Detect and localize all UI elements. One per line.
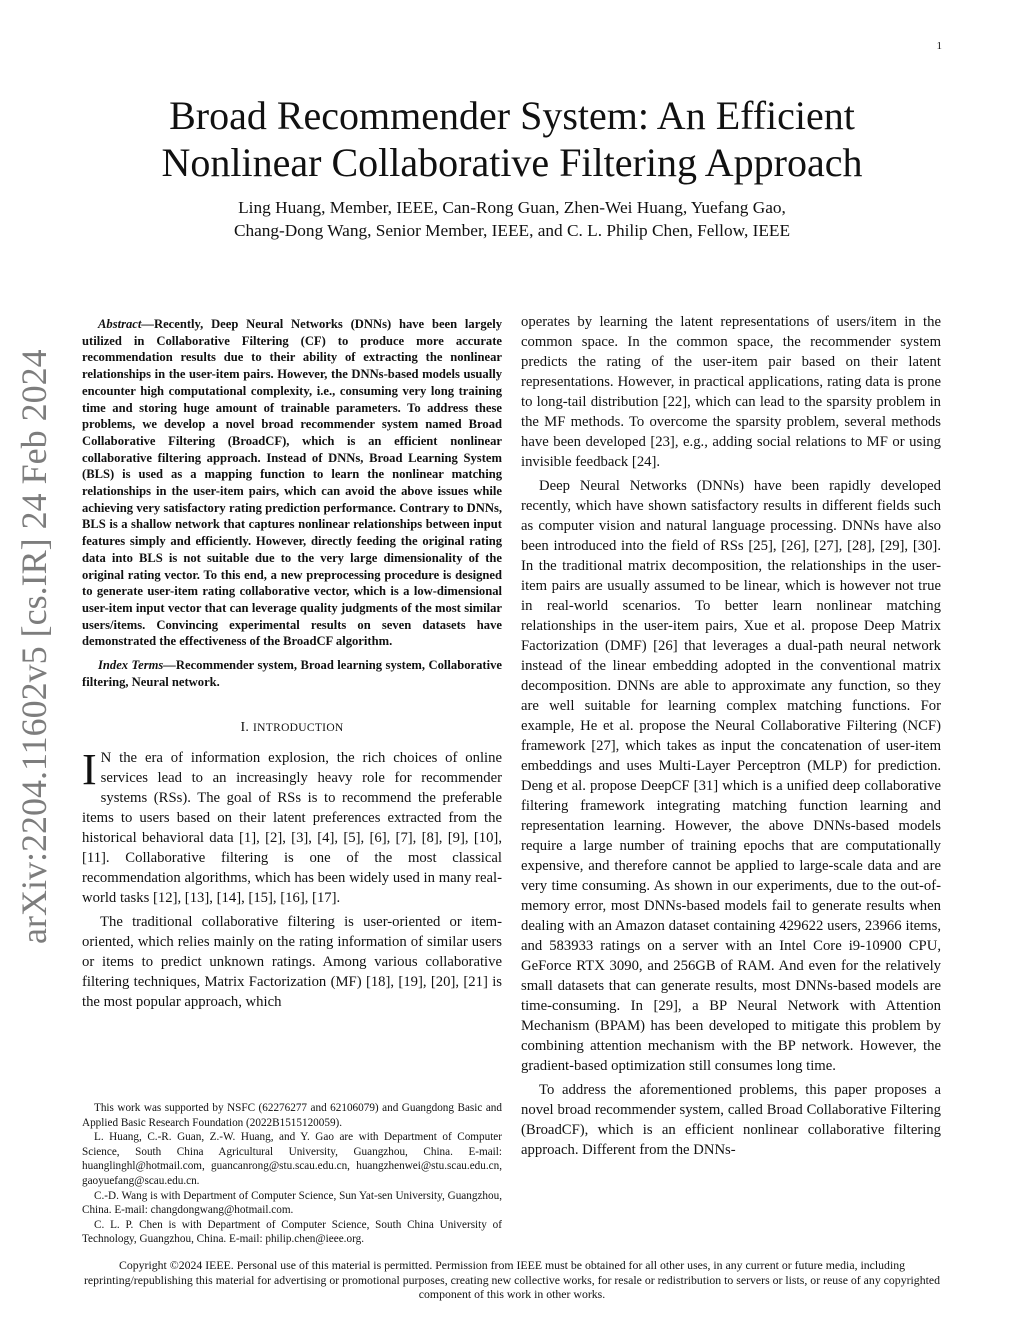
paper-title	[80, 92, 944, 186]
title-line-2: Nonlinear Collaborative Filtering Approach	[161, 140, 863, 185]
right-paragraph-3: To address the aforementioned problems, this paper proposes a novel broad recommender system, called Broad Collaborative Filtering (BroadCF), which is an efficient nonlinear collaborative filtering approach. Different from the DNNs-	[521, 1082, 941, 1158]
abstract-text: Recently, Deep Neural Networks (DNNs) have been largely utilized in Collaborative Filtering (CF) to produce more accurate recommendation results due to their ability of extracting the nonlinear relationships in the user-item pairs. However, the DNNs-based models usually encounter high computational complexity, i.e., consuming very long training time and storing huge amount of trainable parameters. To address these problems, we develop a novel broad recommender system named Broad Collaborative Filtering (BroadCF), which is an efficient nonlinear collaborative filtering approach. Instead of DNNs, Broad Learning System (BLS) is used as a mapping function to learn the nonlinear matching relationships in the user-item pairs, which can avoid the above issues while achieving very satisfactory rating prediction performance. Contrary to DNNs, BLS is a shallow network that captures nonlinear relationships between input features simply and efficiently. However, directly feeding the original rating data into BLS is not suitable due to the very large dimensionality of the original rating vector. To this end, a new preprocessing procedure is designed to generate user-item rating collaborative vector, which is a low-dimensional user-item input vector that can leverage quality judgments of the most similar users/items. Convincing experimental results on seven datasets have demonstrated the effectiveness of the BroadCF algorithm.	[82, 317, 502, 649]
section-number: I.	[240, 720, 250, 736]
right-column	[521, 312, 941, 1164]
authors-line-1: Ling Huang, Member, IEEE, Can-Rong Guan, Zhen-Wei Huang, Yuefang Gao,	[238, 198, 786, 217]
intro-paragraph-1	[82, 745, 502, 908]
left-column	[82, 312, 502, 1016]
author-list	[80, 196, 944, 242]
right-paragraph-2: Deep Neural Networks (DNNs) have been rapidly developed recently, which have shown satisfactory results in different fields such as computer vision and natural language processing. DNNs have also been introduced into the field of RSs [25], [26], [27], [28], [29], [30]. In the traditional matrix decomposition, the relationships in the user-item pairs are usually assumed to be linear, which is however not true in real-world scenarios. To better learn nonlinear matching relationships in the user-item pairs, Xue et al. propose Deep Matrix Factorization (DMF) [26] that leverages a dual-path neural network instead of the linear embedding adopted in the conventional matrix decomposition. DNNs are able to approximate any function, so they are well suitable for learning complex matching functions. For example, He et al. propose the Neural Collaborative Filtering (NCF) framework [27], which takes as input the concatenation of user-item embeddings and uses Multi-Layer Perceptron (MLP) for prediction. Deng et al. propose DeepCF [31] which is a unified deep collaborative filtering framework integrating matching function learning and representation learning. However, the above DNNs-based models require a large number of training epochs that are computationally expensive, and therefore cannot be applied to large-scale data and are very time consuming. As shown in our experiments, due to the out-of-memory error, most DNNs-based models fail to generate results when dealing with an Amazon dataset containing 429622 users, 23966 items, and 583933 ratings on a server with an Intel Core i9-10900 CPU, GeForce RTX 3090, and 256GB of RAM. And even for the relatively small datasets that can generate results, most DNNs-based models are time-consuming. In [29], a BP Neural Network with Attention Mechanism (BPAM) has been developed to mitigate this problem by combining attention mechanism with the BP network. However, the gradient-based optimization still consumes long time.	[521, 478, 941, 1074]
footnotes	[82, 1101, 502, 1247]
footnote-affiliation-1: L. Huang, C.-R. Guan, Z.-W. Huang, and Y. Gao are with Department of Computer Science, South China Agricultural University, Guangzhou, China. E-mail: huanglinghl@hotmail.com, guancanrong@stu.scau.edu.cn, huangzhenwei@stu.scau.edu.cn, gaoyuefang@scau.edu.cn.	[82, 1131, 502, 1187]
abstract	[82, 316, 502, 650]
page-number: 1	[936, 40, 942, 52]
index-terms	[82, 657, 502, 690]
section-title: INTRODUCTION	[253, 722, 344, 735]
abstract-label: Abstract—	[98, 317, 154, 331]
footnote-affiliation-3: C. L. P. Chen is with Department of Computer Science, South China University of Technology, Guangzhou, China. E-mail: philip.chen@ieee.org.	[82, 1218, 502, 1246]
index-terms-label: Index Terms—	[98, 658, 176, 673]
footnote-funding: This work was supported by NSFC (62276277 and 62106079) and Guangdong Basic and Applied Basic Research Foundation (2022B1515120059).	[82, 1102, 502, 1129]
authors-line-2: Chang-Dong Wang, Senior Member, IEEE, and C. L. Philip Chen, Fellow, IEEE	[233, 221, 791, 240]
title-line-1: Broad Recommender System: An Efficient	[169, 93, 855, 138]
index-terms-text: Recommender system, Broad learning system, Collaborative filtering, Neural network.	[82, 658, 502, 689]
intro-paragraph-1-text: N the era of information explosion, the rich choices of online services lead to an increasingly heavy role for recommender systems (RSs). The goal of RSs is to recommend the preferable items to users based on their latent preferences extracted from the historical behavioral data [1], [2], [3], [4], [5], [6], [7], [8], [9], [10], [11]. Collaborative filtering is one of the most classical recommendation algorithms, which has been widely used in many real-world tasks [12], [13], [14], [15], [16], [17].	[82, 750, 502, 907]
intro-paragraph-2: The traditional collaborative filtering is user-oriented or item-oriented, which relies mainly on the rating information of similar users or items to predict unknown ratings. Among various collaborative filtering techniques, Matrix Factorization (MF) [18], [19], [20], [21] is the most popular approach, which	[82, 914, 502, 1011]
copyright-notice: Copyright ©2024 IEEE. Personal use of this material is permitted. Permission from IEEE must be obtained for all other uses, in any current or future media, including reprinting/republishing this material for advertising or promotional purposes, creating new collective works, for resale or redistribution to servers or lists, or reuse of any copyrighted component of this work in other works.	[83, 1258, 941, 1301]
arxiv-identifier: arXiv:2204.11602v5 [cs.IR] 24 Feb 2024	[14, 349, 54, 944]
right-paragraph-1: operates by learning the latent representations of users/item in the common space. In the common space, the recommender system predicts the rating of the user-item pair based on their latent representations. However, in practical applications, rating data is prone to long-tail distribution [22], which can lead to the sparsity problem in the MF methods. To overcome the sparsity problem, several methods have been developed [23], e.g., adding social relations to MF or using invisible feedback [24].	[521, 314, 941, 470]
section-heading-introduction	[82, 718, 502, 738]
footnote-affiliation-2: C.-D. Wang is with Department of Computer Science, Sun Yat-sen University, Guangzhou, China. E-mail: changdongwang@hotmail.com.	[82, 1189, 502, 1217]
drop-cap: I	[82, 745, 97, 795]
